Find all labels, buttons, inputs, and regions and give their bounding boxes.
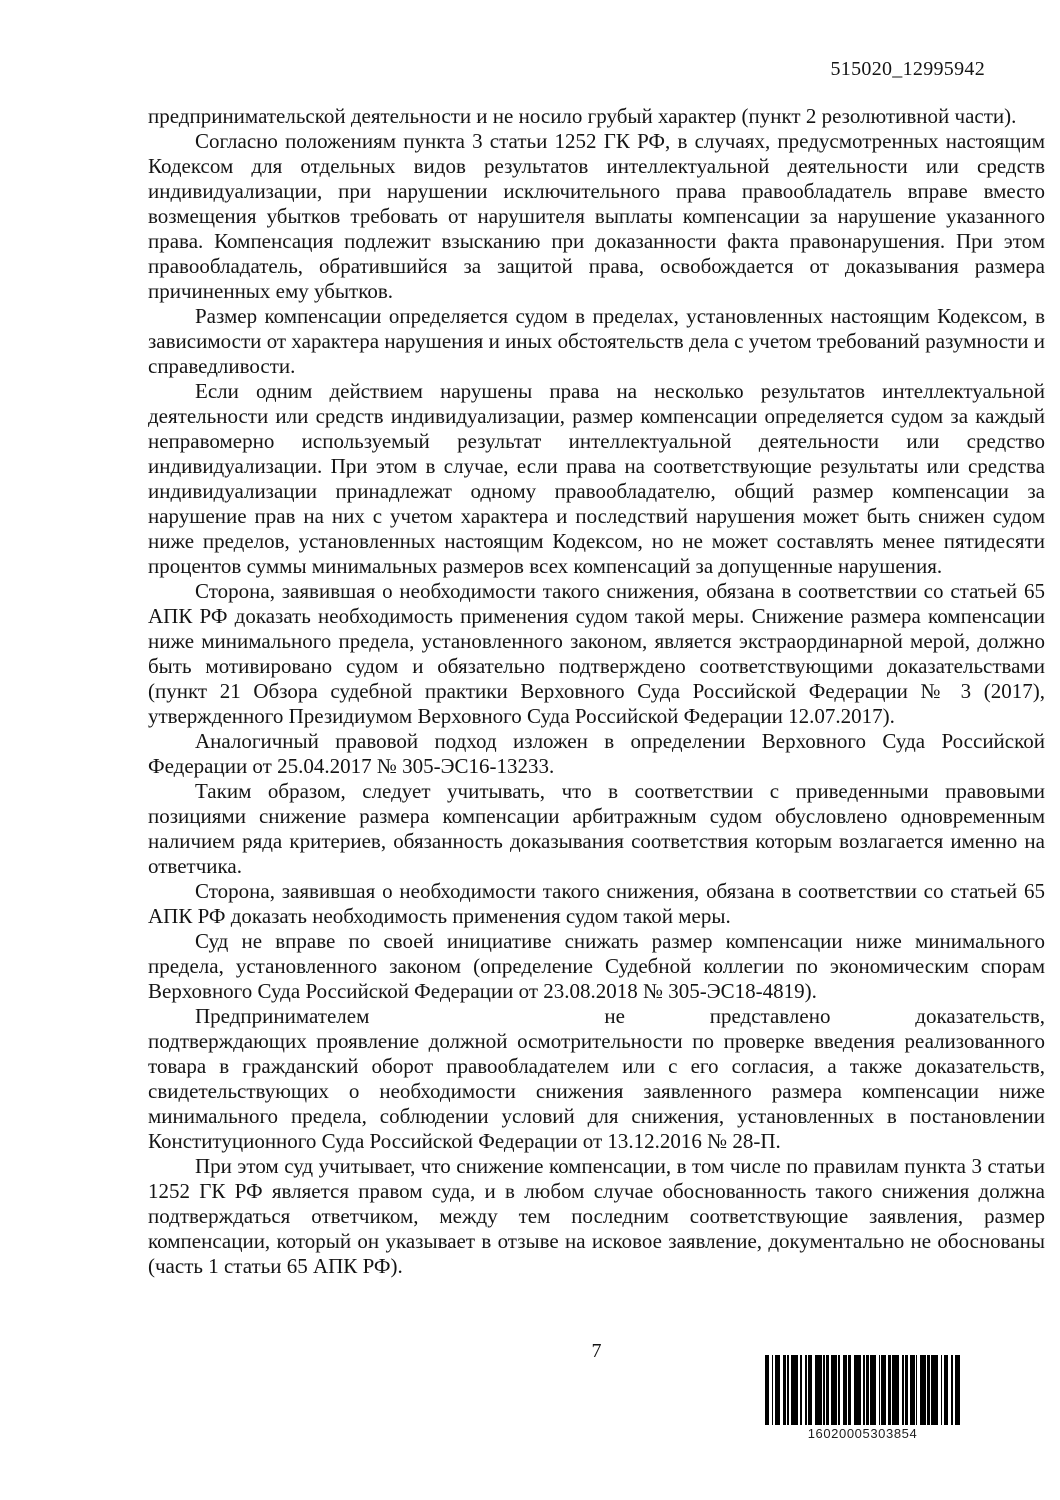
paragraph-text: не представлено доказательств, подтверждающих проявление должной осмотрительности по проверке введения реализованного товара в гражданский оборот правообладателем или с его согласия, а также доказательств, свидетельствующих о необходимости снижения заявленного размера компенсации ниже минимального предела, соблюдении условий для снижения, установленных в постановлении Конституционного Суда Российской Федерации от 13.12.2016 № 28-П. xyxy=(148,1004,1045,1153)
redacted-name-gap xyxy=(369,1022,604,1023)
page-number: 7 xyxy=(591,1340,602,1362)
paragraph: предпринимательской деятельности и не носило грубый характер (пункт 2 резолютивной части). xyxy=(148,104,1017,128)
document-id: 515020_12995942 xyxy=(830,58,985,80)
paragraph: Таким образом, следует учитывать, что в соответствии с приведенными правовыми позициями снижение размера компенсации арбитражным судом обусловлено одновременным наличием ряда критериев, обязанность доказывания соответствия которым возлагается именно на ответчика. xyxy=(148,779,1045,878)
paragraph: Сторона, заявившая о необходимости такого снижения, обязана в соответствии со статьей 65 АПК РФ доказать необходимость применения судом такой меры. xyxy=(148,879,1045,928)
paragraph: Если одним действием нарушены права на несколько результатов интеллектуальной деятельности или средств индивидуализации, размер компенсации определяется судом за каждый неправомерно используемый результат интеллектуальной деятельности или средство индивидуализации. При этом в случае, если права на соответствующие результаты или средства индивидуализации принадлежат одному правообладателю, общий размер компенсации за нарушение прав на них с учетом характера и последствий нарушения может быть снижен судом ниже пределов, установленных настоящим Кодексом, но не может составлять менее пятидесяти процентов суммы минимальных размеров всех компенсаций за допущенные нарушения. xyxy=(148,379,1045,578)
paragraph xyxy=(148,1004,1045,1154)
paragraph-text: Предпринимателем xyxy=(195,1004,370,1028)
barcode-bars-icon xyxy=(765,1355,960,1425)
paragraph: Аналогичный правовой подход изложен в определении Верховного Суда Российской Федерации от 25.04.2017 № 305-ЭС16-13233. xyxy=(148,729,1045,778)
barcode xyxy=(765,1355,960,1441)
barcode-value: 16020005303854 xyxy=(807,1426,918,1441)
paragraph: Согласно положениям пункта 3 статьи 1252 ГК РФ, в случаях, предусмотренных настоящим Кодексом для отдельных видов результатов интеллектуальной деятельности или средств индивидуализации, при нарушении исключительного права правообладатель вправе вместо возмещения убытков требовать от нарушителя выплаты компенсации за нарушение указанного права. Компенсация подлежит взысканию при доказанности факта правонарушения. При этом правообладатель, обратившийся за защитой права, освобождается от доказывания размера причиненных ему убытков. xyxy=(148,129,1045,303)
paragraph: Размер компенсации определяется судом в пределах, установленных настоящим Кодексом, в зависимости от характера нарушения и иных обстоятельств дела с учетом требований разумности и справедливости. xyxy=(148,304,1045,378)
paragraph: При этом суд учитывает, что снижение компенсации, в том числе по правилам пункта 3 статьи 1252 ГК РФ является правом суда, и в любом случае обоснованность такого снижения должна подтверждаться ответчиком, между тем последним соответствующие заявления, размер компенсации, который он указывает в отзыве на исковое заявление, документально не обоснованы (часть 1 статьи 65 АПК РФ). xyxy=(148,1154,1045,1278)
paragraph: Суд не вправе по своей инициативе снижать размер компенсации ниже минимального предела, установленного законом (определение Судебной коллегии по экономическим спорам Верховного Суда Российской Федерации от 23.08.2018 № 305-ЭС18-4819). xyxy=(148,929,1045,1003)
document-body xyxy=(148,104,1045,1279)
paragraph: Сторона, заявившая о необходимости такого снижения, обязана в соответствии со статьей 65 АПК РФ доказать необходимость применения судом такой меры. Снижение размера компенсации ниже минимального предела, установленного законом, является экстраординарной мерой, должно быть мотивировано судом и обязательно подтверждено соответствующими доказательствами (пункт 21 Обзора судебной практики Верховного Суда Российской Федерации № 3 (2017), утвержденного Президиумом Верховного Суда Российской Федерации 12.07.2017). xyxy=(148,579,1045,728)
